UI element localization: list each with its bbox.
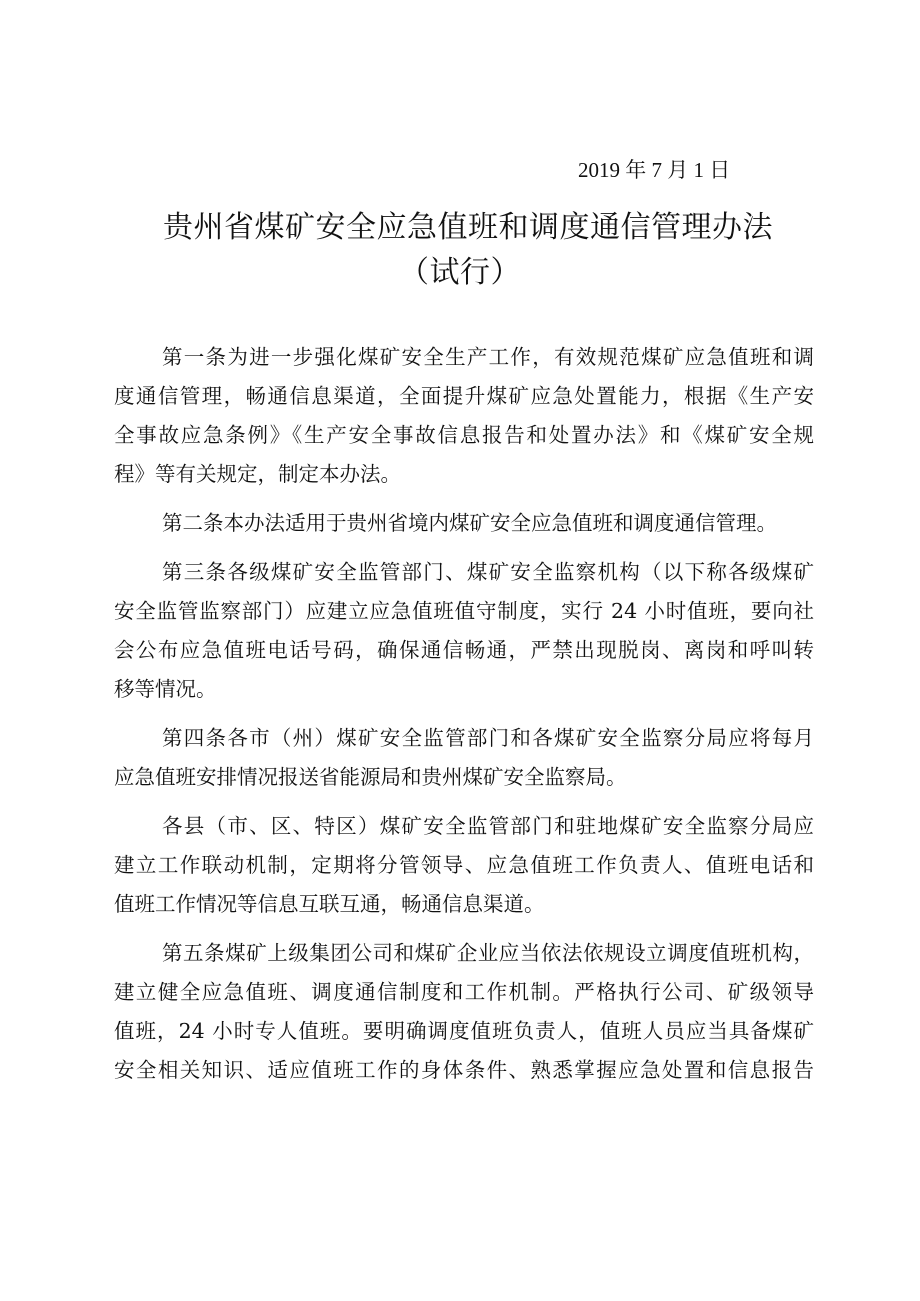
text-line: 安全监管监察部门）应建立应急值班值守制度，实行 24 小时值班，要向社 — [114, 599, 814, 623]
article-4-paragraph — [114, 719, 814, 797]
document-subtitle: （试行） — [399, 255, 521, 290]
text-line: 度通信管理，畅通信息渠道，全面提升煤矿应急处置能力，根据《生产安 — [114, 384, 814, 408]
text-line: 应急值班安排情况报送省能源局和贵州煤矿安全监察局。 — [114, 765, 627, 789]
text-line: 会公布应急值班电话号码，确保通信畅通，严禁出现脱岗、离岗和呼叫转 — [114, 638, 814, 662]
text-line: 第三条各级煤矿安全监管部门、煤矿安全监察机构（以下称各级煤矿 — [162, 560, 814, 584]
text-line: 值班工作情况等信息互联互通，畅通信息渠道。 — [114, 892, 545, 916]
text-line: 建立工作联动机制，定期将分管领导、应急值班工作负责人、值班电话和 — [114, 853, 814, 877]
text-line: 程》等有关规定，制定本办法。 — [114, 462, 401, 486]
article-2-paragraph — [114, 504, 814, 543]
text-line: 各县（市、区、特区）煤矿安全监管部门和驻地煤矿安全监察分局应 — [162, 814, 814, 838]
article-5-paragraph — [114, 934, 814, 1090]
text-line: 第一条为进一步强化煤矿安全生产工作，有效规范煤矿应急值班和调 — [162, 345, 814, 369]
text-line: 安全相关知识、适应值班工作的身体条件、熟悉掌握应急处置和信息报告 — [114, 1058, 814, 1082]
text-line: 建立健全应急值班、调度通信制度和工作机制。严格执行公司、矿级领导 — [114, 980, 814, 1004]
text-line: 第四条各市（州）煤矿安全监管部门和各煤矿安全监察分局应将每月 — [162, 726, 814, 750]
article-1-paragraph — [114, 338, 814, 494]
article-4-sub-paragraph — [114, 807, 814, 924]
text-line: 第二条本办法适用于贵州省境内煤矿安全应急值班和调度通信管理。 — [162, 511, 777, 535]
text-line: 全事故应急条例》《生产安全事故信息报告和处置办法》和《煤矿安全规 — [114, 423, 814, 447]
document-title: 贵州省煤矿安全应急值班和调度通信管理办法 — [163, 210, 773, 245]
article-3-paragraph — [114, 553, 814, 709]
text-line: 第五条煤矿上级集团公司和煤矿企业应当依法依规设立调度值班机构， — [162, 941, 814, 965]
text-line: 值班，24 小时专人值班。要明确调度值班负责人，值班人员应当具备煤矿 — [114, 1019, 814, 1043]
document-date: 2019 年 7 月 1 日 — [578, 158, 731, 182]
text-line: 移等情况。 — [114, 677, 217, 701]
document-body — [114, 338, 814, 1100]
